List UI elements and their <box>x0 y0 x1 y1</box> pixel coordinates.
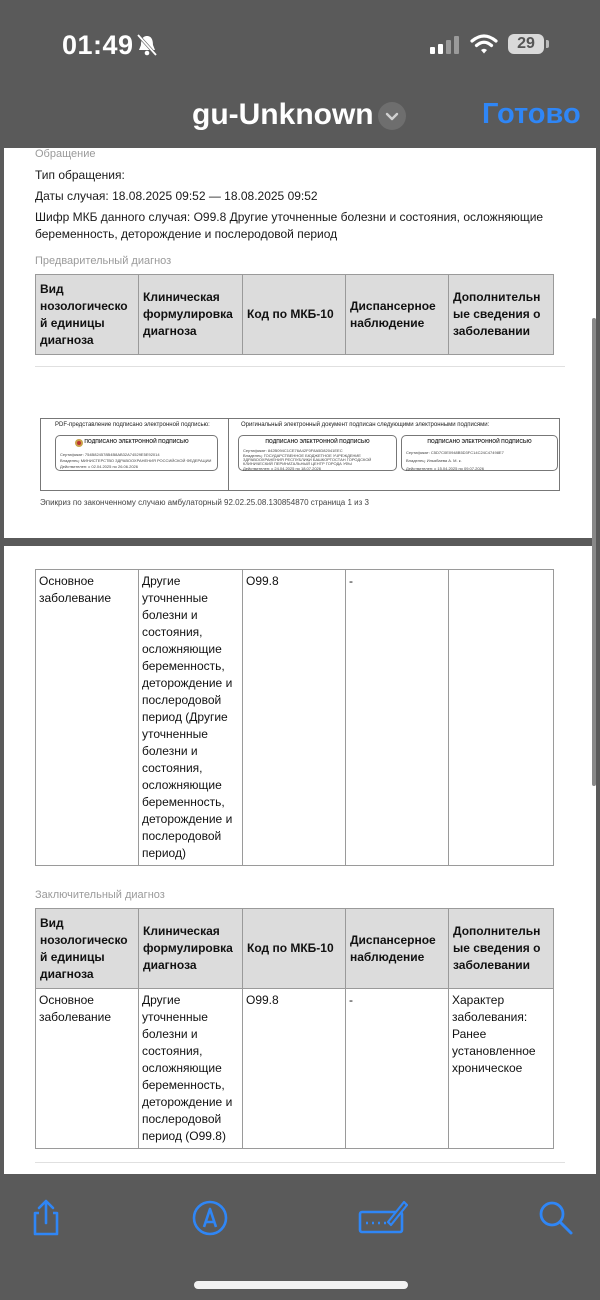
stamp-owner-2: ЗДРАВООХРАНЕНИЯ РЕСПУБЛИКИ БАШКОРТОСТАН ГОРОДСКОЙ <box>243 457 372 462</box>
stamp-owner: Владелец: ГОСУДАРСТВЕННОЕ БЮДЖЕТНОЕ УЧРЕЖДЕНИЕ <box>243 453 361 458</box>
signature-icon[interactable] <box>358 1198 408 1238</box>
header-code: Код по МКБ-10 <box>243 909 346 989</box>
cellular-signal-icon <box>430 36 460 54</box>
nav-bar <box>0 90 600 148</box>
header-kind: Вид нозологическо й единицы диагноза <box>36 275 139 355</box>
icd-code-line-1: Шифр МКБ данного случая: O99.8 Другие уточненные болезни и состояния, осложняющие <box>35 210 544 224</box>
search-icon[interactable] <box>536 1198 576 1238</box>
cell-extra: Характер заболевания: Ранее установленное хроническое <box>449 989 554 1149</box>
document-title[interactable]: gu-Unknown <box>192 98 374 131</box>
stamp-title: ПОДПИСАНО ЭЛЕКТРОННОЙ ПОДПИСЬЮ <box>427 439 532 445</box>
battery-level: 29 <box>508 34 544 54</box>
signature-pdf-header: PDF-представление подписано электронной подписью: <box>55 422 210 428</box>
cell-clinical: Другие уточненные болезни и состояния, осложняющие беременность, деторождение и послеродовой период (Другие уточненные болезни и состояния, осложняющие беременность, деторождение и послеродовой период) <box>139 570 243 866</box>
battery-tip <box>546 40 549 48</box>
done-button[interactable]: Готово <box>482 98 581 130</box>
section-title-preliminary: Предварительный диагноз <box>35 255 172 267</box>
status-time: 01:49 <box>62 30 134 60</box>
table-row <box>36 570 554 866</box>
status-bar <box>0 0 600 90</box>
preliminary-diagnosis-table-continued <box>35 569 554 866</box>
header-dispensary: Диспансерное наблюдение <box>346 275 449 355</box>
cell-kind: Основное заболевание <box>36 989 139 1149</box>
markup-icon[interactable] <box>190 1198 230 1238</box>
signature-stamp-3 <box>401 435 558 471</box>
electronic-signature-block <box>40 418 560 491</box>
share-icon[interactable] <box>26 1198 66 1238</box>
header-clinical: Клиническая формулировка диагноза <box>139 909 243 989</box>
signature-stamp-2 <box>238 435 397 471</box>
header-dispensary: Диспансерное наблюдение <box>346 909 449 989</box>
cell-code: O99.8 <box>243 570 346 866</box>
header-extra: Дополнительн ые сведения о заболевании <box>449 275 554 355</box>
stamp-title: ПОДПИСАНО ЭЛЕКТРОННОЙ ПОДПИСЬЮ <box>84 439 189 445</box>
stamp-owner: Владелец: Ильябаева А. М. к. <box>406 458 462 463</box>
stamp-cert: Сертификат: 842B094C1CE76A42F0F8A5D82041EEC <box>243 448 343 453</box>
page-footer: Эпикриз по законченному случаю амбулаторный 92.02.25.08.130854870 страница 1 из 3 <box>40 498 369 507</box>
cell-clinical: Другие уточненные болезни и состояния, осложняющие беременность, деторождение и послеродовой период (O99.8) <box>139 989 243 1149</box>
stamp-valid: Действителен: с 02.04.2025 по 26.06.2026 <box>60 464 138 469</box>
pdf-page-1 <box>4 148 596 538</box>
divider <box>228 419 229 491</box>
cell-dispensary: - <box>346 570 449 866</box>
divider <box>35 1162 565 1163</box>
signature-original-header: Оригинальный электронный документ подписан следующими электронными подписями: <box>241 422 490 428</box>
stamp-valid: Действителен: с 24.04.2025 по 18.07.2026 <box>243 466 321 471</box>
divider <box>35 366 565 367</box>
stamp-cert: Сертификат: 754B824578B4B8AB32A74529E5E92014 <box>60 452 160 457</box>
silent-bell-icon <box>136 33 158 57</box>
chevron-down-icon <box>378 102 406 130</box>
final-diagnosis-table <box>35 908 554 1149</box>
stamp-owner-3: КЛИНИЧЕСКИЙ ПЕРИНАТАЛЬНЫЙ ЦЕНТР ГОРОДА УФЫ <box>243 461 352 466</box>
section-title-final: Заключительный диагноз <box>35 889 165 901</box>
cell-code: O99.8 <box>243 989 346 1149</box>
case-dates: Даты случая: 18.08.2025 09:52 — 18.08.2025 09:52 <box>35 189 318 203</box>
stamp-valid: Действителен: с 15.04.2025 по 09.07.2026 <box>406 466 484 471</box>
section-title-appeal: Обращение <box>35 148 96 160</box>
appeal-type: Тип обращения: <box>35 168 125 182</box>
table-row <box>36 989 554 1149</box>
stamp-cert: Сертификат: C5D7C0E0948B5D3FC14C24C47498E7 <box>406 450 504 455</box>
wifi-icon <box>470 33 498 55</box>
preliminary-diagnosis-table <box>35 274 554 355</box>
pdf-page-2 <box>4 546 596 1174</box>
cell-kind: Основное заболевание <box>36 570 139 866</box>
header-extra: Дополнительн ые сведения о заболевании <box>449 909 554 989</box>
stamp-owner: Владелец: МИНИСТЕРСТВО ЗДРАВООХРАНЕНИЯ РОССИЙСКОЙ ФЕДЕРАЦИИ <box>60 458 212 463</box>
cell-extra <box>449 570 554 866</box>
title-menu-button[interactable] <box>378 102 406 130</box>
home-indicator[interactable] <box>194 1281 408 1289</box>
stamp-title: ПОДПИСАНО ЭЛЕКТРОННОЙ ПОДПИСЬЮ <box>265 439 370 445</box>
signature-stamp-1 <box>55 435 218 471</box>
scroll-indicator[interactable] <box>592 318 596 786</box>
icd-code-line-2: беременность, деторождение и послеродовой период <box>35 227 338 241</box>
header-kind: Вид нозологическо й единицы диагноза <box>36 909 139 989</box>
header-clinical: Клиническая формулировка диагноза <box>139 275 243 355</box>
cell-dispensary: - <box>346 989 449 1149</box>
header-code: Код по МКБ-10 <box>243 275 346 355</box>
